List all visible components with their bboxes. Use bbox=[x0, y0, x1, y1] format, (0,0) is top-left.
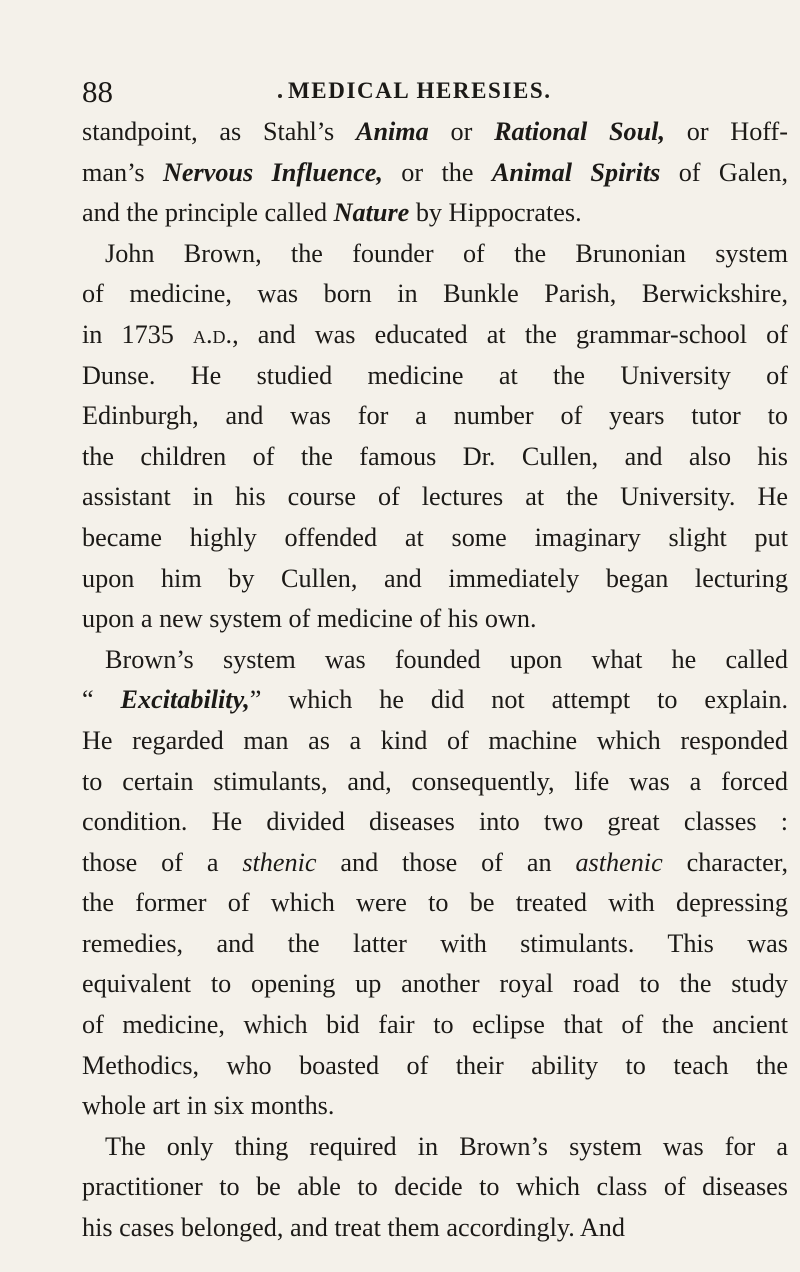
text-line bbox=[82, 356, 788, 397]
text-run: standpoint, as Stahl’s bbox=[82, 117, 356, 146]
text-run: practitioner to be able to decide to which class of diseases bbox=[82, 1172, 788, 1202]
text-run: to certain stimulants, and, consequently, life was a forced bbox=[82, 766, 788, 796]
text-line bbox=[82, 1046, 788, 1087]
text-run: character, bbox=[662, 847, 789, 877]
text-line bbox=[82, 396, 788, 437]
text-run: Edinburgh, and was for a number of years tutor to bbox=[82, 401, 788, 431]
text-run: the children of the famous Dr. Cullen, and also his bbox=[82, 441, 788, 471]
text-line bbox=[82, 680, 788, 721]
text-line bbox=[82, 1086, 788, 1127]
text-line bbox=[82, 559, 788, 600]
text-run: of medicine, which bid fair to eclipse that of the ancient bbox=[82, 1010, 788, 1040]
text-run: those of a bbox=[82, 847, 243, 877]
text-run: or bbox=[428, 117, 495, 146]
text-line bbox=[82, 843, 788, 884]
text-run: in 1735 bbox=[82, 319, 194, 349]
text-line bbox=[82, 721, 788, 762]
text-line bbox=[82, 762, 788, 803]
text-run: of Galen, bbox=[660, 157, 788, 187]
text-line bbox=[82, 924, 788, 965]
text-line bbox=[82, 599, 788, 640]
text-line bbox=[82, 1005, 788, 1046]
text-run: of medicine, was born in Bunkle Parish, Berwickshire, bbox=[82, 279, 788, 309]
text-run: upon him by Cullen, and immediately began lecturing bbox=[82, 563, 788, 593]
italic-phrase: Rational Soul, bbox=[494, 117, 666, 146]
text-line bbox=[82, 640, 788, 681]
text-run: the former of which were to be treated with depressing bbox=[82, 888, 788, 918]
text-line bbox=[82, 883, 788, 924]
text-line bbox=[82, 477, 788, 518]
italic-phrase: Excitability, bbox=[120, 685, 250, 715]
text-run: “ bbox=[82, 685, 121, 715]
italic-phrase: Nature bbox=[333, 198, 410, 228]
text-run: ” which he did not attempt to explain. bbox=[249, 685, 788, 715]
text-run: remedies, and the latter with stimulants. This was bbox=[82, 928, 788, 958]
text-run: or the bbox=[382, 157, 492, 187]
text-run: whole art in six months. bbox=[82, 1091, 335, 1121]
text-line bbox=[82, 153, 788, 194]
text-line bbox=[82, 274, 788, 315]
italic-term: asthenic bbox=[575, 847, 663, 877]
text-run: or Hoff- bbox=[665, 117, 789, 146]
text-run: Dunse. He studied medicine at the University of bbox=[82, 360, 788, 390]
text-run: by Hippocrates. bbox=[409, 198, 582, 228]
text-run: He regarded man as a kind of machine which responded bbox=[82, 725, 788, 755]
text-line bbox=[82, 518, 788, 559]
text-run: became highly offended at some imaginary slight put bbox=[82, 522, 788, 552]
text-line bbox=[82, 964, 788, 1005]
page-number: 88 bbox=[82, 74, 113, 109]
text-run: assistant in his course of lectures at the University. He bbox=[82, 482, 788, 512]
text-run: man’s bbox=[82, 157, 163, 187]
text-line bbox=[82, 802, 788, 843]
text-line bbox=[82, 193, 788, 234]
text-run: Brown’s system was founded upon what he called bbox=[105, 644, 788, 674]
text-run: condition. He divided diseases into two great classes : bbox=[82, 807, 788, 837]
text-line bbox=[82, 234, 788, 275]
running-head: MEDICAL HERESIES. bbox=[288, 78, 552, 103]
text-run: Methodics, who boasted of their ability to teach the bbox=[82, 1050, 788, 1080]
text-run: and those of an bbox=[316, 847, 576, 877]
body-text bbox=[82, 112, 788, 1249]
text-run: , and was educated at the grammar-school of bbox=[232, 319, 788, 349]
italic-term: sthenic bbox=[242, 847, 317, 877]
text-run: equivalent to opening up another royal road to the study bbox=[82, 969, 788, 999]
text-line bbox=[82, 112, 788, 153]
page-header bbox=[82, 74, 782, 114]
text-line bbox=[82, 315, 788, 356]
text-run: his cases belonged, and treat them accordingly. And bbox=[82, 1213, 625, 1243]
small-caps-abbrev: a.d. bbox=[193, 319, 233, 349]
text-line bbox=[82, 1127, 788, 1168]
text-run: John Brown, the founder of the Brunonian system bbox=[105, 238, 788, 268]
italic-phrase: Animal Spirits bbox=[491, 157, 661, 187]
header-separator-dot bbox=[278, 94, 282, 98]
text-line bbox=[82, 437, 788, 478]
italic-phrase: Nervous Influence, bbox=[162, 157, 383, 187]
text-line bbox=[82, 1208, 788, 1249]
italic-phrase: Anima bbox=[356, 117, 429, 146]
text-line bbox=[82, 1167, 788, 1208]
text-run: The only thing required in Brown’s system was for a bbox=[105, 1131, 788, 1161]
text-run: and the principle called bbox=[82, 198, 334, 228]
text-run: upon a new system of medicine of his own. bbox=[82, 604, 537, 634]
